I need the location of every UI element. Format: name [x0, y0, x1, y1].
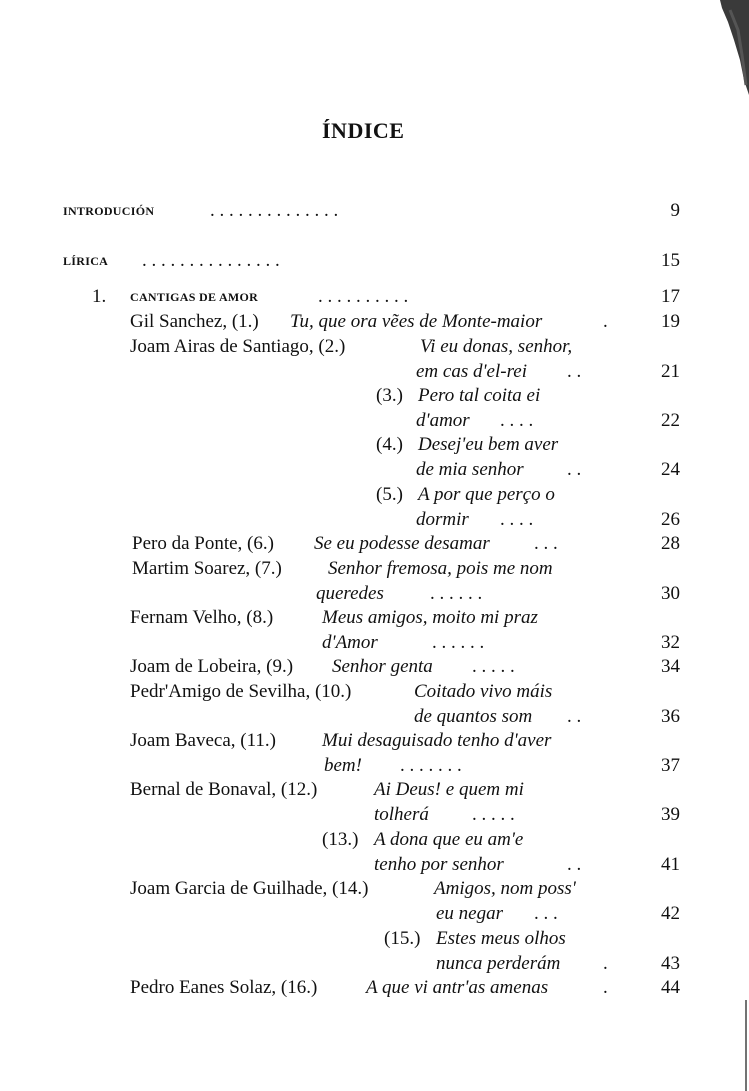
page-number: 43 [661, 953, 680, 974]
poem-title-cont: em cas d'el-rei [416, 361, 527, 382]
poem-title-cont: d'amor [416, 410, 470, 431]
scan-edge-mark [700, 0, 749, 110]
poem-title: A que vi antr'as amenas [366, 977, 549, 998]
entry-dots: . . . [534, 533, 558, 554]
poem-title: Ai Deus! e quem mi [374, 779, 524, 800]
entry-dots: . . . . . . [430, 583, 483, 604]
entry-dots: . . . . . . . [400, 755, 462, 776]
page-number: 34 [661, 656, 680, 677]
poem-title: Senhor genta [332, 656, 433, 677]
entry-dots: . . [567, 361, 582, 382]
poem-title-cont: nunca perderám [436, 953, 561, 974]
poem-title: Tu, que ora vẽes de Monte-maior [290, 311, 543, 332]
poem-number: (13.) [322, 829, 359, 850]
poem-title-cont: de quantos som [414, 706, 533, 727]
author: Pedro Eanes Solaz, (16.) [130, 977, 318, 998]
poem-number: (5.) [376, 484, 403, 505]
poem-title-cont: bem! [324, 755, 362, 776]
page-number: 26 [661, 509, 680, 530]
author: Gil Sanchez, (1.) [130, 311, 259, 332]
page-number: 32 [661, 632, 680, 653]
poem-title: A por que perço o [418, 484, 555, 505]
entry-dots: . . . . [500, 509, 534, 530]
poem-title-cont: dormir [416, 509, 469, 530]
entry-cantigas-de-amor: CANTIGAS DE AMOR [130, 290, 259, 304]
poem-title: Senhor fremosa, pois me nom [328, 558, 553, 579]
poem-title: Amigos, nom poss' [434, 878, 576, 899]
entry-lirica: LÍRICA [63, 254, 109, 268]
page-number: 44 [661, 977, 680, 998]
entry-dots: . [603, 311, 608, 332]
entry-dots: . . . . [500, 410, 534, 431]
page-number: 37 [661, 755, 680, 776]
poem-title-cont: de mia senhor [416, 459, 524, 480]
poem-title: Vi eu donas, senhor, [420, 336, 573, 357]
author: Martim Soarez, (7.) [132, 558, 282, 579]
poem-title-cont: eu negar [436, 903, 504, 924]
page-number: 39 [661, 804, 680, 825]
author: Joam Garcia de Guilhade, (14.) [130, 878, 369, 899]
entry-dots: . . . . . . . . . . . . . . [210, 200, 339, 221]
author: Fernam Velho, (8.) [130, 607, 274, 628]
page-number: 22 [661, 410, 680, 431]
page-number: 30 [661, 583, 680, 604]
entry-dots: . . [567, 706, 582, 727]
author: Joam Baveca, (11.) [130, 730, 276, 751]
poem-title: Se eu podesse desamar [314, 533, 490, 554]
scan-edge-mark [738, 1000, 749, 1091]
entry-introducion: INTRODUCIÓN [63, 204, 155, 218]
page-number: 21 [661, 361, 680, 382]
author: Pedr'Amigo de Sevilha, (10.) [130, 681, 352, 702]
poem-title: Desej'eu bem aver [418, 434, 559, 455]
author: Bernal de Bonaval, (12.) [130, 779, 318, 800]
entry-dots: . . [567, 854, 582, 875]
poem-title: Coitado vivo máis [414, 681, 553, 702]
page-number: 9 [670, 200, 680, 221]
page-number: 24 [661, 459, 680, 480]
entry-dots: . . . . . [472, 656, 515, 677]
author: Joam Airas de Santiago, (2.) [130, 336, 346, 357]
poem-number: (4.) [376, 434, 403, 455]
author: Joam de Lobeira, (9.) [130, 656, 294, 677]
entry-dots: . . . . . . [432, 632, 485, 653]
page-number: 15 [661, 250, 680, 271]
poem-title: Estes meus olhos [436, 928, 566, 949]
page-number: 17 [661, 286, 680, 307]
poem-number: (3.) [376, 385, 403, 406]
poem-title-cont: queredes [316, 583, 384, 604]
poem-title: Meus amigos, moito mi praz [322, 607, 538, 628]
entry-dots: . [603, 977, 608, 998]
entry-dots: . . . . . [472, 804, 515, 825]
poem-number: (15.) [384, 928, 421, 949]
page-number: 41 [661, 854, 680, 875]
entry-dots: . . [567, 459, 582, 480]
page-number: 42 [661, 903, 680, 924]
section-number: 1. [92, 286, 107, 307]
page-number: 19 [661, 311, 680, 332]
author: Pero da Ponte, (6.) [132, 533, 274, 554]
poem-title-cont: tenho por senhor [374, 854, 504, 875]
page-number: 36 [661, 706, 680, 727]
poem-title: A dona que eu am'e [374, 829, 524, 850]
poem-title: Mui desaguisado tenho d'aver [322, 730, 552, 751]
poem-title-cont: tolherá [374, 804, 429, 825]
entry-dots: . . . . . . . . . . . . . . . [142, 250, 280, 271]
entry-dots: . . . [534, 903, 558, 924]
poem-title: Pero tal coita ei [418, 385, 541, 406]
poem-title-cont: d'Amor [322, 632, 378, 653]
entry-dots: . [603, 953, 608, 974]
page-title: ÍNDICE [322, 118, 405, 143]
page-number: 28 [661, 533, 680, 554]
entry-dots: . . . . . . . . . . [318, 286, 409, 307]
